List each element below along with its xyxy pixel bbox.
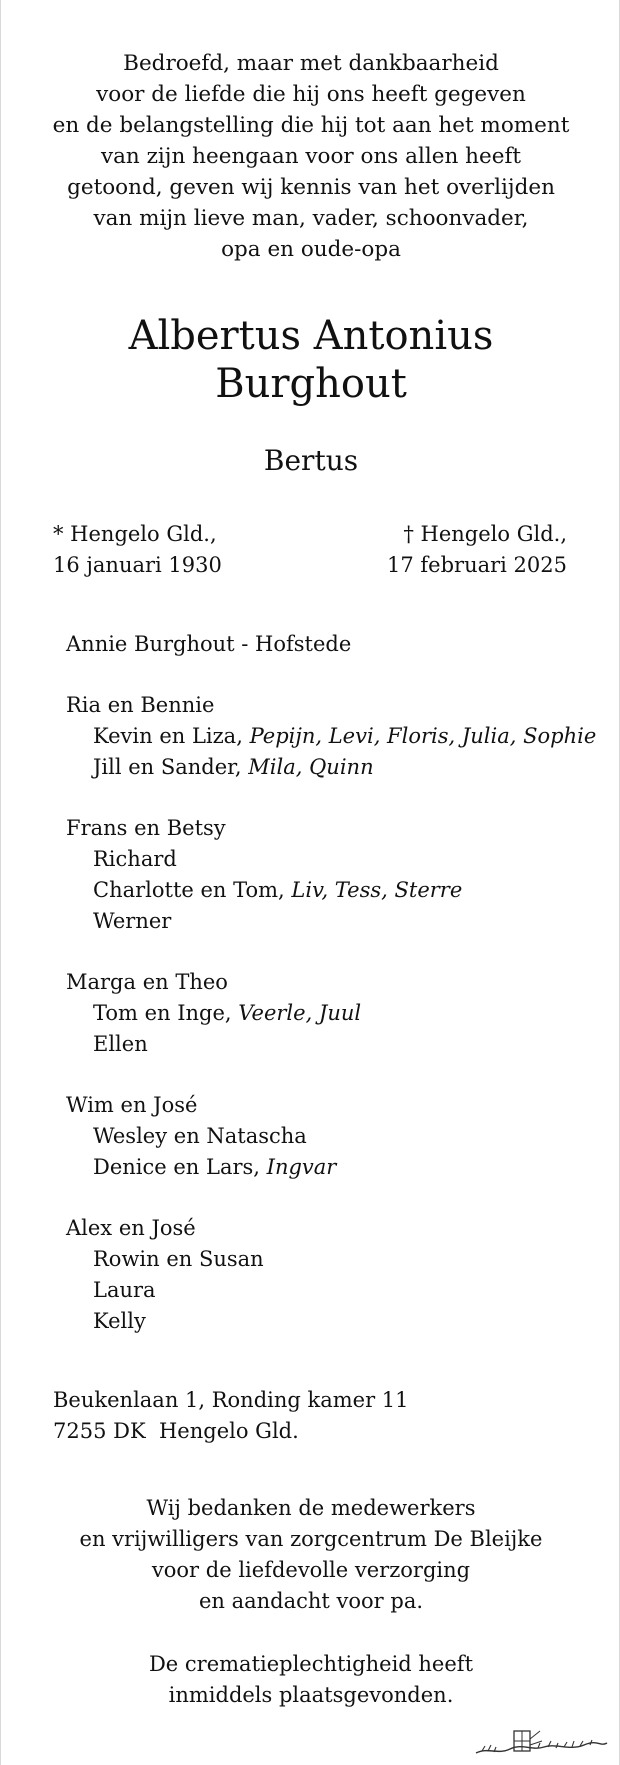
child-name: Wesley en Natascha <box>93 1124 307 1148</box>
intro-line: van zijn heengaan voor ons allen heeft <box>100 144 522 169</box>
grandchildren-names: Mila, Quinn <box>248 755 374 779</box>
intro-paragraph <box>1 48 620 265</box>
thanks-line: en aandacht voor pa. <box>198 1589 424 1613</box>
child-name: Kelly <box>93 1309 146 1333</box>
death-date: 17 februari 2025 <box>387 553 567 577</box>
family-child <box>66 1152 596 1183</box>
death-info <box>387 519 567 581</box>
family-child <box>66 1244 596 1275</box>
deceased-given-names: Albertus Antonius <box>128 313 494 359</box>
family-parents: Alex en José <box>66 1216 196 1240</box>
ceremony-line: De crematieplechtigheid heeft <box>148 1652 474 1676</box>
child-name: Werner <box>93 909 172 933</box>
intro-line: en de belangstelling die hij tot aan het moment <box>52 113 570 138</box>
deceased-call-name: Bertus <box>263 444 359 477</box>
grandchildren-names: Ingvar <box>266 1155 337 1179</box>
thanks-line: voor de liefdevolle verzorging <box>151 1558 471 1582</box>
thanks-line: en vrijwilligers van zorgcentrum De Bleijke <box>79 1527 543 1551</box>
ceremony-line: inmiddels plaatsgevonden. <box>168 1683 454 1707</box>
intro-line: opa en oude-opa <box>221 237 401 262</box>
thanks-line: Wij bedanken de medewerkers <box>146 1496 476 1520</box>
family-child <box>66 1275 596 1306</box>
intro-line: van mijn lieve man, vader, schoonvader, <box>93 206 529 231</box>
intro-line: getoond, geven wij kennis van het overlijden <box>67 175 555 200</box>
child-name: Charlotte en Tom, <box>93 878 285 902</box>
family-child <box>66 1121 596 1152</box>
family-child <box>66 844 596 875</box>
birth-place: * Hengelo Gld., <box>53 522 217 546</box>
address-street: Beukenlaan 1, Ronding kamer 11 <box>53 1388 409 1412</box>
child-name: Jill en Sander, <box>93 755 242 779</box>
family-child <box>66 752 596 783</box>
death-place: † Hengelo Gld., <box>403 522 567 546</box>
child-name: Richard <box>93 847 177 871</box>
deceased-full-name <box>1 312 620 408</box>
birth-date: 16 januari 1930 <box>53 553 222 577</box>
child-name: Laura <box>93 1278 156 1302</box>
ceremony-paragraph <box>1 1649 620 1711</box>
child-name: Kevin en Liza, <box>93 724 243 748</box>
family-child <box>66 1029 596 1060</box>
intro-line: voor de liefde die hij ons heeft gegeven <box>96 82 526 107</box>
correspondence-address <box>53 1385 409 1447</box>
grandchildren-names: Veerle, Juul <box>238 1001 362 1025</box>
family-parents: Ria en Bennie <box>66 693 215 717</box>
birth-info <box>53 519 222 581</box>
intro-line: Bedroefd, maar met dankbaarheid <box>123 51 499 76</box>
child-name: Ellen <box>93 1032 148 1056</box>
family-child <box>66 875 596 906</box>
publisher-signature-logo-icon <box>474 1725 609 1759</box>
family-parents: Wim en José <box>66 1093 198 1117</box>
child-name: Tom en Inge, <box>93 1001 232 1025</box>
family-child <box>66 1306 596 1337</box>
family-child <box>66 721 596 752</box>
grandchildren-names: Liv, Tess, Sterre <box>291 878 463 902</box>
grandchildren-names: Pepijn, Levi, Floris, Julia, Sophie <box>249 724 597 748</box>
thanks-paragraph <box>1 1493 620 1617</box>
family-list <box>66 629 596 1337</box>
family-parents: Marga en Theo <box>66 970 228 994</box>
child-name: Denice en Lars, <box>93 1155 260 1179</box>
address-postal-city: 7255 DK Hengelo Gld. <box>53 1419 299 1443</box>
family-child <box>66 906 596 937</box>
family-parents: Frans en Betsy <box>66 816 226 840</box>
spouse-name: Annie Burghout - Hofstede <box>66 632 352 656</box>
deceased-surname: Burghout <box>215 361 407 407</box>
child-name: Rowin en Susan <box>93 1247 264 1271</box>
family-child <box>66 998 596 1029</box>
